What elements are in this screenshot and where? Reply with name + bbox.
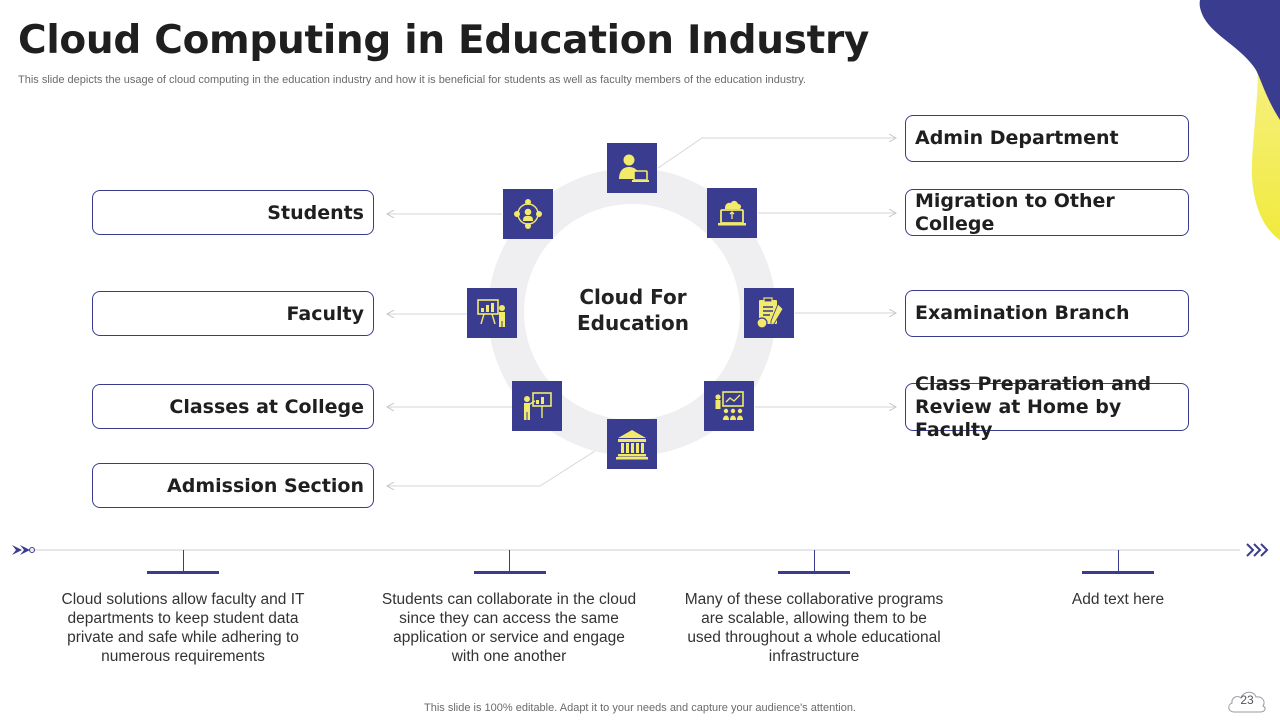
center-label	[560, 284, 706, 336]
box-admin-label: Admin Department	[915, 127, 1119, 149]
timeline-stem-4	[1118, 550, 1119, 572]
page-subtitle: This slide depicts the usage of cloud computing in the education industry and how it is beneficial for students as well as faculty members of the education industry.	[18, 74, 806, 86]
box-examination-branch	[905, 290, 1189, 337]
page-number-text: 23	[1240, 693, 1254, 707]
box-migration	[905, 189, 1189, 236]
teacher-board-icon	[512, 381, 562, 431]
timeline-stem-2	[509, 550, 510, 572]
timeline-text-1: Cloud solutions allow faculty and IT departments to keep student data private and safe while adhering to numerous requirements	[61, 591, 305, 665]
box-migration-label: Migration to Other College	[915, 189, 1115, 235]
box-class-preparation-label: Class Preparation and Review at Home by Faculty	[915, 372, 1152, 441]
footer-note: This slide is 100% editable. Adapt it to your needs and capture your audience's attention.	[424, 702, 856, 714]
timeline-marker-4	[1082, 571, 1154, 574]
cloud-computer-icon	[707, 188, 757, 238]
box-students	[92, 190, 374, 235]
timeline-stem-3	[814, 550, 815, 572]
presenter-chart-icon	[467, 288, 517, 338]
box-classes-at-college	[92, 384, 374, 429]
page-number	[1226, 688, 1268, 714]
box-faculty	[92, 291, 374, 336]
network-people-icon	[503, 189, 553, 239]
box-class-preparation	[905, 372, 1189, 441]
checklist-certificate-icon	[744, 288, 794, 338]
classroom-presentation-icon	[704, 381, 754, 431]
box-examination-label: Examination Branch	[915, 302, 1130, 324]
box-admission-section	[92, 463, 374, 508]
box-students-label: Students	[267, 201, 364, 224]
timeline-text-2: Students can collaborate in the cloud since they can access the same application or service and engage with one another	[381, 591, 637, 665]
page-title: Cloud Computing in Education Industry	[18, 18, 870, 63]
timeline-text-3: Many of these collaborative programs are scalable, allowing them to be used throughout a whole educational infrastructure	[684, 591, 944, 665]
box-classes-label: Classes at College	[169, 395, 364, 418]
university-building-icon	[607, 419, 657, 469]
center-label-line1: Cloud For	[579, 285, 687, 309]
user-laptop-icon	[607, 143, 657, 193]
box-admission-label: Admission Section	[167, 474, 364, 497]
center-label-line2: Education	[577, 311, 689, 335]
timeline-text-4: Add text here	[1071, 591, 1165, 608]
box-faculty-label: Faculty	[286, 302, 364, 325]
box-admin-department	[905, 115, 1189, 162]
timeline-marker-1	[147, 571, 219, 574]
timeline-marker-2	[474, 571, 546, 574]
timeline-marker-3	[778, 571, 850, 574]
timeline-stem-1	[183, 550, 184, 572]
